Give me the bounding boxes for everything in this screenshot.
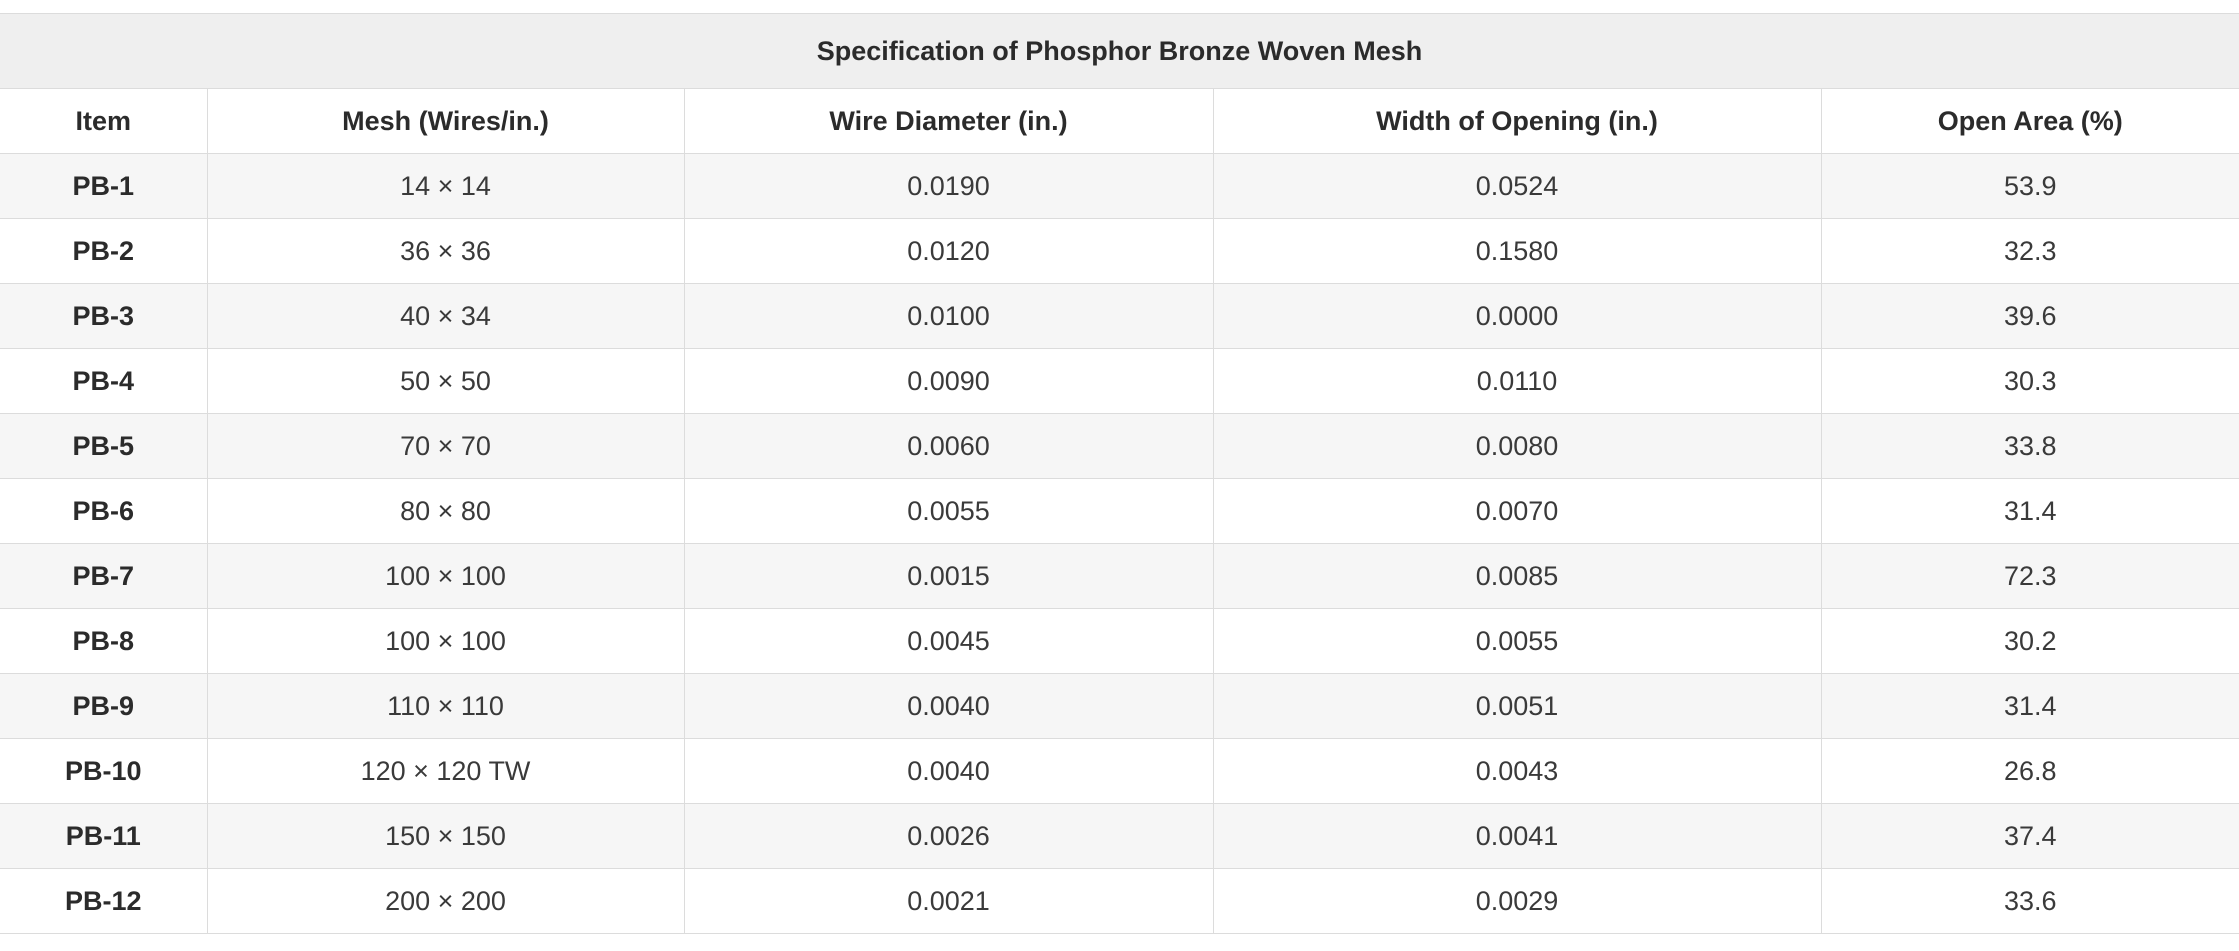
table-row [0, 674, 2239, 739]
table-row [0, 804, 2239, 869]
column-header-item: Item [0, 89, 207, 154]
column-header-open-area: Open Area (%) [1821, 89, 2239, 154]
cell-wire-diameter: 0.0120 [684, 219, 1213, 284]
cell-width-of-opening: 0.0000 [1213, 284, 1821, 349]
cell-item: PB-7 [0, 544, 207, 609]
cell-wire-diameter: 0.0090 [684, 349, 1213, 414]
cell-open-area: 31.4 [1821, 674, 2239, 739]
cell-item: PB-4 [0, 349, 207, 414]
cell-mesh: 120 × 120 TW [207, 739, 684, 804]
cell-width-of-opening: 0.0041 [1213, 804, 1821, 869]
column-header-mesh: Mesh (Wires/in.) [207, 89, 684, 154]
cell-open-area: 31.4 [1821, 479, 2239, 544]
cell-open-area: 30.2 [1821, 609, 2239, 674]
cell-wire-diameter: 0.0100 [684, 284, 1213, 349]
cell-width-of-opening: 0.0110 [1213, 349, 1821, 414]
cell-open-area: 39.6 [1821, 284, 2239, 349]
table-row [0, 219, 2239, 284]
column-header-wire-diameter: Wire Diameter (in.) [684, 89, 1213, 154]
cell-mesh: 80 × 80 [207, 479, 684, 544]
cell-wire-diameter: 0.0015 [684, 544, 1213, 609]
cell-wire-diameter: 0.0055 [684, 479, 1213, 544]
table-row [0, 544, 2239, 609]
cell-width-of-opening: 0.0043 [1213, 739, 1821, 804]
cell-width-of-opening: 0.0051 [1213, 674, 1821, 739]
cell-open-area: 37.4 [1821, 804, 2239, 869]
cell-item: PB-5 [0, 414, 207, 479]
cell-item: PB-10 [0, 739, 207, 804]
cell-item: PB-3 [0, 284, 207, 349]
cell-wire-diameter: 0.0045 [684, 609, 1213, 674]
specification-table [0, 13, 2239, 934]
cell-item: PB-11 [0, 804, 207, 869]
cell-open-area: 32.3 [1821, 219, 2239, 284]
cell-width-of-opening: 0.0055 [1213, 609, 1821, 674]
cell-width-of-opening: 0.0029 [1213, 869, 1821, 934]
table-row [0, 739, 2239, 804]
cell-mesh: 14 × 14 [207, 154, 684, 219]
cell-item: PB-9 [0, 674, 207, 739]
column-header-width-of-opening: Width of Opening (in.) [1213, 89, 1821, 154]
cell-mesh: 70 × 70 [207, 414, 684, 479]
cell-open-area: 33.6 [1821, 869, 2239, 934]
cell-width-of-opening: 0.1580 [1213, 219, 1821, 284]
cell-mesh: 150 × 150 [207, 804, 684, 869]
table-body [0, 154, 2239, 934]
cell-width-of-opening: 0.0524 [1213, 154, 1821, 219]
cell-wire-diameter: 0.0040 [684, 674, 1213, 739]
cell-width-of-opening: 0.0085 [1213, 544, 1821, 609]
cell-item: PB-1 [0, 154, 207, 219]
cell-width-of-opening: 0.0080 [1213, 414, 1821, 479]
cell-mesh: 100 × 100 [207, 544, 684, 609]
table-row [0, 479, 2239, 544]
cell-wire-diameter: 0.0040 [684, 739, 1213, 804]
table-row [0, 869, 2239, 934]
table-row [0, 154, 2239, 219]
table-row [0, 284, 2239, 349]
table-header-row [0, 89, 2239, 154]
cell-open-area: 53.9 [1821, 154, 2239, 219]
cell-item: PB-2 [0, 219, 207, 284]
cell-wire-diameter: 0.0026 [684, 804, 1213, 869]
cell-open-area: 30.3 [1821, 349, 2239, 414]
table-row [0, 414, 2239, 479]
cell-item: PB-6 [0, 479, 207, 544]
cell-item: PB-12 [0, 869, 207, 934]
cell-open-area: 33.8 [1821, 414, 2239, 479]
cell-wire-diameter: 0.0021 [684, 869, 1213, 934]
cell-mesh: 40 × 34 [207, 284, 684, 349]
cell-width-of-opening: 0.0070 [1213, 479, 1821, 544]
cell-wire-diameter: 0.0190 [684, 154, 1213, 219]
table-title: Specification of Phosphor Bronze Woven Mesh [0, 14, 2239, 89]
cell-mesh: 110 × 110 [207, 674, 684, 739]
table-row [0, 349, 2239, 414]
cell-open-area: 26.8 [1821, 739, 2239, 804]
cell-wire-diameter: 0.0060 [684, 414, 1213, 479]
cell-open-area: 72.3 [1821, 544, 2239, 609]
table-row [0, 609, 2239, 674]
cell-mesh: 100 × 100 [207, 609, 684, 674]
cell-item: PB-8 [0, 609, 207, 674]
cell-mesh: 200 × 200 [207, 869, 684, 934]
table-caption-row [0, 14, 2239, 89]
cell-mesh: 36 × 36 [207, 219, 684, 284]
cell-mesh: 50 × 50 [207, 349, 684, 414]
